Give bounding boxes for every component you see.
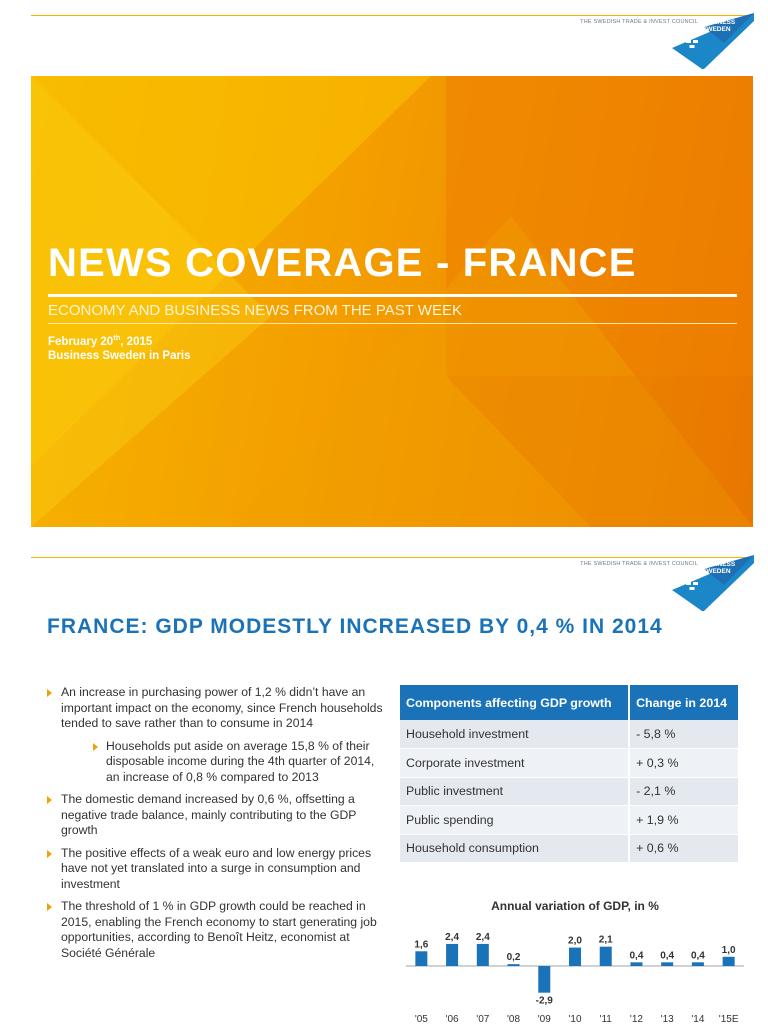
author-line: Business Sweden in Paris (48, 350, 191, 362)
sub-bullet-item (61, 739, 387, 786)
table-cell: Public investment (400, 777, 629, 806)
bullet-item-3 (47, 846, 387, 893)
bullet-text: The positive effects of a weak euro and low energy prices have not yet translated into a surge in consumption and investment (61, 845, 372, 891)
logo2-text-line1: BUSINESS (702, 561, 736, 568)
bullet-text: The domestic demand increased by 0,6 %, offsetting a negative trade balance, mainly contributing to the GDP growth (61, 792, 357, 837)
chart-bar (415, 951, 427, 966)
table-cell: Corporate investment (400, 749, 629, 778)
chart-data-label: 2,0 (568, 935, 582, 947)
table-row (400, 720, 738, 749)
council-tagline-2: THE SWEDISH TRADE & INVEST COUNCIL (580, 561, 698, 567)
chart-x-tick-label: '07 (476, 1014, 490, 1024)
sub-bullet-text: Households put aside on average 15,8 % of their disposable income during the 4th quarter of 2014, an increase of 0,8 % compared to 2013 (106, 738, 375, 784)
chart-data-label: -2,9 (535, 995, 553, 1007)
chart-bar (569, 948, 581, 966)
gdp-components-table (400, 685, 738, 863)
chart-x-tick-label: '06 (445, 1014, 459, 1024)
chart-data-label: 2,4 (475, 931, 490, 943)
business-sweden-logo-2 (664, 555, 754, 611)
bullet-item-2 (47, 792, 387, 839)
chart-x-tick-label: '15E (718, 1014, 739, 1024)
table-cell: Household consumption (400, 834, 629, 863)
top-rule-2 (31, 557, 753, 558)
date-line (48, 333, 152, 348)
table-row (400, 806, 738, 835)
chart-bar (477, 944, 489, 966)
chart-data-label: 0,4 (660, 950, 675, 962)
table-cell: - 5,8 % (629, 720, 738, 749)
table-cell: + 1,9 % (629, 806, 738, 835)
chart-x-tick-label: '05 (414, 1014, 428, 1024)
chart-data-label: 0,2 (506, 952, 521, 964)
bullet-item-1 (47, 685, 387, 785)
table-cell: Household investment (400, 720, 629, 749)
column-header-component: Components affecting GDP growth (400, 685, 629, 720)
date-superscript: th (113, 333, 121, 342)
hero-banner (31, 76, 753, 527)
chart-data-label: 2,1 (598, 934, 613, 946)
slide-title: FRANCE: GDP MODESTLY INCREASED BY 0,4 % IN 2014 (47, 615, 663, 638)
chart-x-tick-label: '12 (629, 1014, 643, 1024)
bullet-text: The threshold of 1 % in GDP growth could be reached in 2015, enabling the French economy to start generating job opportunities, according to Benoît Heitz, economist at Société Générale (61, 899, 377, 960)
table-row (400, 777, 738, 806)
date-main: February 20 (48, 335, 114, 348)
title-underline (48, 294, 737, 297)
chart-x-tick-label: '11 (599, 1014, 612, 1024)
chart-bar (538, 966, 550, 993)
chart-data-label: 2,4 (445, 931, 460, 943)
date-year: , 2015 (120, 335, 153, 348)
subtitle: ECONOMY AND BUSINESS NEWS FROM THE PAST WEEK (48, 302, 462, 319)
chart-x-tick-label: '14 (691, 1014, 705, 1024)
chart-data-label: 0,4 (629, 950, 644, 962)
column-header-change: Change in 2014 (629, 685, 738, 720)
chart-x-tick-label: '13 (660, 1014, 674, 1024)
chart-x-tick-label: '09 (537, 1014, 551, 1024)
subtitle-underline (48, 323, 737, 324)
council-tagline: THE SWEDISH TRADE & INVEST COUNCIL (580, 19, 698, 25)
chart-bar (661, 962, 673, 966)
page-title: NEWS COVERAGE - FRANCE (48, 241, 637, 285)
chart-bar (600, 947, 612, 966)
chart-bar (723, 957, 735, 966)
chart-title: Annual variation of GDP, in % (491, 899, 659, 913)
chart-data-label: 0,4 (690, 950, 705, 962)
chart-bar (508, 964, 520, 966)
table-cell: + 0,3 % (629, 749, 738, 778)
logo2-text-line2: SWEDEN (702, 568, 731, 575)
table-row (400, 834, 738, 863)
logo-text-line1: BUSINESS (702, 19, 736, 26)
table-cell: Public spending (400, 806, 629, 835)
chart-data-label: 1,0 (721, 944, 736, 956)
chart-canvas (400, 895, 750, 1024)
bullet-list (47, 685, 387, 968)
table-header-row (400, 685, 738, 720)
bullet-text: An increase in purchasing power of 1,2 % didn’t have an important impact on the economy, since French households tended to save rather than to consume in 2014 (61, 685, 383, 730)
chart-bar (446, 944, 458, 966)
table-row (400, 749, 738, 778)
chart-x-tick-label: '08 (507, 1014, 521, 1024)
chart-data-label: 1,6 (414, 939, 429, 951)
business-sweden-logo (664, 13, 754, 69)
bullet-item-4 (47, 899, 387, 961)
chart-bar (692, 962, 704, 966)
top-rule (31, 15, 753, 16)
chart-bar (630, 962, 642, 966)
logo-text-line2: SWEDEN (702, 26, 731, 33)
chart-x-tick-label: '10 (568, 1014, 582, 1024)
gdp-bar-chart (400, 895, 750, 1024)
table-cell: - 2,1 % (629, 777, 738, 806)
table-cell: + 0,6 % (629, 834, 738, 863)
